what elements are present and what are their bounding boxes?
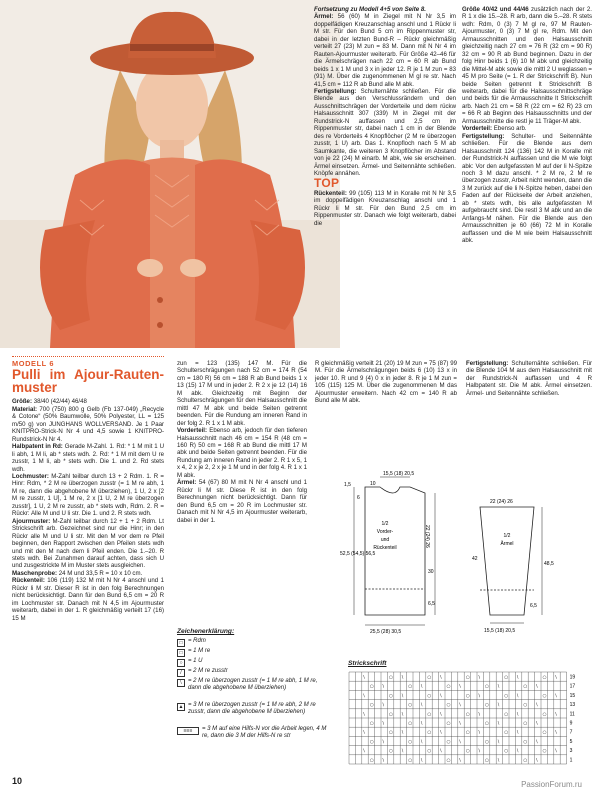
chart-symbol: \ [401, 749, 404, 755]
chart-symbol: \ [363, 712, 365, 718]
chart-symbol: ○ [427, 675, 432, 681]
chart-row-number: 15 [569, 692, 576, 699]
label-rueckenteil-top: Rückenteil: [314, 189, 347, 197]
schema-lower: 30 [428, 569, 434, 575]
chart-symbol: ○ [427, 693, 432, 699]
label-lochmuster: Lochmuster: [12, 472, 49, 480]
chart-symbol: \ [459, 721, 461, 727]
schema-label-2: Vorder- [376, 529, 394, 535]
chart-symbol: \ [516, 693, 519, 699]
strickschrift-title: Strickschrift [348, 660, 387, 667]
legend-text: = 3 M auf eine Hilfs-N vor die Arbeit legen, 4 M re, dann die 3 M der Hilfs-N re str [202, 726, 327, 739]
chart-symbol: \ [459, 739, 461, 745]
chart-symbol: ○ [427, 730, 432, 736]
chart-row-number: 11 [569, 711, 575, 718]
chart-symbol: ○ [523, 739, 528, 745]
section-divider [12, 356, 164, 357]
model-label: MODELL 6 [12, 359, 55, 368]
chart-symbol: \ [440, 712, 442, 718]
legend-text: = Rdm [188, 638, 206, 644]
schema-label-1: 1/2 [381, 521, 389, 527]
chart-row-number: 17 [569, 683, 576, 690]
legend-item [177, 638, 206, 647]
schema-width: 25,5 (28) 30,5 [370, 629, 402, 635]
aermel-continued-text: R gleichmäßig verteilt 21 (20) 19 M zun = 75 (87) 99 M. Für die Ärmelschrägungen beids 6 (10) 13 x in jeder 10. R und 9 (4) 0 x in jeder 8. R je 1 M zun = 105 (115) 125 M. Über die zugenommenen M das Ajourmuster erweitern. Nach 42 cm = 140 R ab Bund alle M abk. [315, 360, 457, 405]
chart-symbol: ○ [504, 675, 509, 681]
chart-symbol: \ [420, 684, 423, 690]
label-aermel: Ärmel: [314, 13, 334, 21]
chart-symbol: \ [478, 675, 481, 681]
chart-symbol: ○ [427, 712, 432, 718]
chart-symbol: \ [478, 730, 481, 736]
legend-symbol: / [177, 669, 185, 677]
chart-symbol: \ [440, 693, 442, 699]
chart-symbol: \ [555, 712, 557, 718]
chart-symbol: ○ [542, 675, 547, 681]
legend-symbol: ▲ [178, 703, 184, 710]
chart-symbol: ○ [504, 749, 509, 755]
chart-symbol: ○ [408, 703, 413, 709]
label-maschenprobe: Maschenprobe: [12, 569, 58, 577]
chart-symbol: ○ [446, 739, 451, 745]
fertigstellung-top-text: Schulter- und Seitennähte schließen. Für die Blende aus dem Halsausschnitt 124 (136) 142 M in Koralle mit der Rundstrick-N auffassen und die M wie folgt abk: Vor den aufgefassten M auf der li N-Spitze noch 3 M dazu anschl. * 2 M re, 2 M re überzogen zusstr, Arbeit nicht wenden, dann die 3 M zurück auf die li N-Spitze heben, dabei den Faden auf der Rückseite der Arbeit anziehen, ab * stets wdh, bis alle aufgefassten M aufgebraucht sind. Die restl 3 M abk und an die Anfangs-M nähen. Für die Blende aus den Armausschnitten je 60 (66) 72 M in Koralle auffassen und die M wie beim Halsausschnitt abk. [462, 132, 593, 245]
chart-symbol: ○ [427, 749, 432, 755]
chart-symbol: \ [536, 739, 538, 745]
chart-symbol: \ [382, 758, 385, 764]
schema-label-3: und [380, 537, 390, 543]
schulter-text: zun = 123 (135) 147 M. Für die Schulterschrägungen nach 52 cm = 174 R (54 cm = 180 R) 56 cm = 188 R ab Bund beids 1 x 13 (15) 17 M und in jeder 2. R 2 x je 12 (14) 16 M abk. Gleichzeitig mit Beginn der Schulterschrägungen für den Halsausschnitt die mittl 47 M abk und beide Seiten getrennt beenden. Für die Rundung am inneren Rand in der folg 2. R 1 x 1 M abk. [177, 360, 307, 427]
chart-symbol: \ [536, 721, 538, 727]
chart-symbol: \ [459, 703, 461, 709]
column-model6-continued [177, 360, 307, 524]
chart-symbol: \ [401, 693, 404, 699]
chart-symbol: \ [420, 739, 423, 745]
schema-right-dims: 22 (24) 26 [424, 525, 430, 548]
continuation-heading: Fortsetzung zu Modell 4+5 von Seite 8. [314, 6, 426, 13]
model-photo [0, 0, 340, 348]
chart-symbol: \ [516, 675, 519, 681]
chart-symbol: \ [382, 684, 385, 690]
schema-label-4: Rückenteil [373, 545, 397, 551]
chart-symbol: \ [555, 693, 557, 699]
fertigstellung-model6-text: Schulternähte schließen. Für die Blende 104 M aus dem Halsausschnitt mit der Rundstrick-N auffassen und 4 R Halbpatent str. Die M abk. Ärmel einsetzen. Ärmel- und Seitennähte schließen. [466, 360, 593, 397]
chart-symbol: ○ [408, 739, 413, 745]
chart-symbol: \ [516, 749, 519, 755]
rueckenteil-top-text: 99 (105) 113 M in Koralle mit N Nr 3,5 im doppelfädigen Kreuzanschlag anschl und 1 Rückr li M str. Für den Bund 2,5 cm im Rippenmuster str. Danach wie folgt weiterarb, dabei die [314, 189, 457, 227]
chart-symbol: ○ [542, 712, 547, 718]
model-title: Pulli im Ajour-Rauten-muster [12, 367, 164, 396]
legend-text: = 1 U [188, 658, 203, 664]
chart-symbol: \ [516, 730, 519, 736]
sleeve-label-2: Ärmel [500, 541, 514, 547]
chart-symbol: \ [459, 758, 461, 764]
chart-symbol: \ [459, 684, 461, 690]
label-ajourmuster: Ajourmuster: [12, 517, 51, 525]
chart-symbol: \ [555, 675, 557, 681]
schematic-sleeve [452, 495, 552, 640]
chart-symbol: \ [497, 739, 500, 745]
chart-symbol: \ [401, 712, 404, 718]
aermel-model6-text: 54 (67) 80 M mit N Nr 4 anschl und 1 Rückr li M str. Diese R ist in den folg Berechnungen nicht berücksichtigt. Dann für den Bund 6,5 cm = 20 R im Lochmuster str. Danach mit N Nr 4,5 im Ajourmuster weiterarb, dabei in der 1. [177, 479, 307, 524]
chart-row-number: 19 [569, 674, 576, 681]
chart-row-number: 7 [569, 729, 573, 736]
chart-symbol: ○ [369, 758, 374, 764]
chart-symbol: ○ [504, 693, 509, 699]
chart-symbol: \ [401, 675, 404, 681]
chart-symbol: \ [420, 758, 423, 764]
chart-symbol: ○ [484, 703, 489, 709]
chart-symbol: ○ [446, 703, 451, 709]
label-vorderteil-top: Vorderteil: [462, 125, 493, 133]
chart-symbol: \ [536, 703, 538, 709]
chart-symbol: ○ [465, 675, 470, 681]
sleeve-bund: 6,5 [530, 603, 537, 609]
chart-symbol: ○ [504, 712, 509, 718]
sleeve-height-total: 48,5 [544, 561, 554, 567]
legend-symbol: \ [177, 679, 185, 687]
schematic-body [340, 465, 450, 640]
chart-symbol: \ [555, 730, 557, 736]
chart-row-number: 3 [569, 748, 573, 755]
column-fertigstellung [466, 360, 592, 397]
chart-symbol: \ [516, 712, 519, 718]
chart-symbol: ○ [446, 684, 451, 690]
chart-symbol: ○ [388, 675, 393, 681]
chart-symbol: ○ [523, 721, 528, 727]
column-sleeve-continued [315, 360, 457, 405]
legend-symbol: ○ [177, 659, 185, 667]
legend-text: = 1 M re [188, 648, 211, 654]
chart-symbol: ○ [484, 721, 489, 727]
chart-symbol: ○ [465, 712, 470, 718]
chart-symbol: ○ [369, 703, 374, 709]
size-heading: Größe 40/42 und 44/46 [462, 6, 529, 13]
chart-symbol: ○ [523, 758, 528, 764]
strickschrift-chart [345, 668, 595, 773]
chart-row-number: 5 [569, 738, 573, 745]
chart-symbol: ○ [388, 712, 393, 718]
chart-symbol: \ [497, 703, 500, 709]
chart-symbol: \ [382, 721, 385, 727]
column-top-continued [462, 6, 592, 245]
legend-symbol: □ [177, 639, 185, 647]
chart-symbol: \ [536, 684, 538, 690]
chart-symbol: \ [420, 721, 423, 727]
chart-symbol: ○ [484, 684, 489, 690]
page-number: 10 [12, 776, 23, 786]
chart-symbol: \ [382, 703, 385, 709]
schema-bund: 6,5 [428, 601, 435, 607]
vorderteil-top-text: Ebenso arb. [493, 125, 527, 133]
ajourmuster-text: M-Zahl teilbar durch 12 + 1 + 2 Rdm. Lt Strickschrift arb. Gezeichnet sind nur die Hinr; in den Rückr alle M und U li str. Mit den M vor dem re Pfeil beginnen, den Rapport zwischen den Pfeilen stets wdh und mit den M nach dem li Pfeil enden. Die 1.–20. R stets wdh. Bei Zunahmen darauf achten, dass sich U und zusgestrickte M im Muster stets ausgleichen. [12, 517, 164, 570]
label-fertigstellung-model6: Fertigstellung: [466, 360, 509, 367]
chart-symbol: ○ [408, 684, 413, 690]
rueckenteil-text: 106 (119) 132 M mit N Nr 4 anschl und 1 Rückr li M str. Dieser R ist in den folg Berechnungen nicht berücksichtigt. Dann für den Bund 6,5 cm = 20 R im Lochmuster str. Danach mit N 4,5 im Ajourmuster weiterarb, dabei in der 1. R gleichmäßig verteilt 17 (16) 15 M [12, 577, 164, 622]
chart-symbol: ○ [388, 749, 393, 755]
chart-symbol: \ [478, 712, 481, 718]
chart-symbol: ○ [465, 693, 470, 699]
label-groesse: Größe: [12, 398, 32, 406]
schema-height: 52,5 (54,5) 56,5 [340, 551, 376, 557]
chart-symbol: ○ [465, 749, 470, 755]
chart-symbol: ○ [504, 730, 509, 736]
material-text: 700 (750) 800 g Gelb (Fb 137-049) „Recycle & Cotone“ (50% Baumwolle, 50% Polyester, LL = 125 m/50 g) von JUNGHANS WOLLVERSAND. Je 1 Paar KNITPRO-Strick-N Nr 4 und 4,5 sowie 1 KNITPRO-Rundstrick-N Nr 4. [12, 405, 164, 443]
legend-text: = 3 M re überzogen zusstr (= 1 M re abh, 2 M re zusstr, dann die abgehobene M überziehen) [188, 702, 316, 715]
chart-symbol: ○ [484, 758, 489, 764]
legend-item [177, 678, 327, 692]
chart-symbol: ○ [542, 749, 547, 755]
sleeve-top: 22 (24) 26 [490, 499, 513, 505]
chart-symbol: ○ [408, 758, 413, 764]
column-model6 [12, 360, 164, 622]
label-fertigstellung: Fertigstellung: [314, 87, 357, 95]
chart-symbol: \ [478, 749, 481, 755]
chart-row-number: 13 [569, 702, 576, 709]
schema-neck-drop: 6 [357, 495, 360, 501]
chart-row-number: 1 [569, 757, 573, 764]
schema-left-small: 1,5 [344, 482, 351, 488]
legend-text: = 2 M re überzogen zusstr (= 1 M re abh, 1 M re, dann die abgehobene M überziehen) [188, 678, 318, 691]
schema-shoulder: 10 [370, 481, 376, 487]
aermel-text: 56 (60) M in Ziegel mit N Nr 3,5 im doppelfädigen Kreuzanschlag anschl und 1 Rückr li M str. Für den Bund 5 cm im Rippenmuster str, dabei in der letzten Bund-R – Rückr gleichmäßig verteilt 27 (23) M zun = 83 M. Dann mit N Nr 4 im Rauten-Ajourmuster weiterarb. Für Größe 42–46 für die Ärmelschrägen nach 22 cm = 60 R ab Bund beids 1 x 1 M und 3 x in jeder 12. R je 1 M zun = 83 (91) M. Über die zugenommenen M gl re str. Nach 41,5 cm = 112 R ab Bund alle M abk. [314, 13, 456, 88]
chart-symbol: \ [363, 730, 365, 736]
label-aermel-model6: Ärmel: [177, 479, 197, 487]
chart-symbol: ○ [408, 721, 413, 727]
chart-symbol: ○ [388, 693, 393, 699]
legend-item [177, 648, 210, 657]
chart-symbol: \ [497, 684, 500, 690]
halbpatent-text: Gerade M-Zahl. 1. Rd: * 1 M mit 1 U li abh, 1 M li, ab * stets wdh. 2. Rd: * 1 M mit dem U re zusstr, 1 M li, ab * stets wdh. Die 1. und 2. Rd stets wdh. [12, 443, 164, 473]
label-halbpatent: Halbpatent in Rd: [12, 443, 63, 451]
schema-top-dims: 15,5 (18) 20,5 [383, 471, 415, 477]
legend-item [177, 658, 203, 667]
chart-symbol: \ [497, 758, 500, 764]
legend-text: = 2 M re zusstr [188, 668, 228, 674]
chart-symbol: ○ [446, 721, 451, 727]
chart-symbol: ○ [542, 730, 547, 736]
legend-item [177, 726, 327, 740]
chart-symbol: ○ [446, 758, 451, 764]
size-text: zusätzlich nach der 2. R 1 x die 15.–28. R arb, dann die 5.–28. R stets wdh: Rdm, 0 (3) 7 M gl re, 97 M Rauten-Ajourmuster, 0 (3) 7 M gl re, Rdm. Mit den Armausschnitten und den Halsausschnitt gleichzeitig nach 27 cm = 76 R (32 cm = 90 R) 32 cm = 90 R ab Bund beginnen. Dazu in der folg Hinr beids 1 (6) 10 M abk und gleichzeitig die Mittel-M abk sowie die mittl 2 U weglassen = 45 M pro Seite (= 1. R der Strickschrift B). Nun beide Seiten getrennt lt Strickschrift B weiterarb, dabei für die Halsausschnittschräge und beids für die Armausschnitte lt Strickschrift arb. Nach 21 cm = 58 R (22 cm = 62 R) 23 cm = 66 R ab Beginn des Halsausschnitts und der Armausschnitte die restl je 11 Träger-M abk. [462, 6, 592, 125]
sleeve-bottom: 15,5 (18) 20,5 [484, 628, 516, 634]
chart-symbol: \ [440, 675, 442, 681]
chart-symbol: ○ [369, 684, 374, 690]
column-continuation [314, 6, 456, 227]
legend-title: Zeichenerklärung: [177, 628, 235, 635]
legend-symbol: ≡≡≡ [177, 727, 199, 735]
maschenprobe-text: 24 M und 33,5 R = 10 x 10 cm. [58, 569, 143, 577]
chart-symbol: ○ [542, 693, 547, 699]
chart-symbol: ○ [388, 730, 393, 736]
chart-symbol: \ [478, 693, 481, 699]
chart-symbol: \ [440, 730, 442, 736]
legend-symbol: □ [177, 649, 185, 657]
chart-symbol: \ [555, 749, 557, 755]
lochmuster-text: M-Zahl teilbar durch 13 + 2 Rdm. 1. R = Hinr: Rdm, * 2 M re überzogen zusstr (= 1 M re abh, 1 M re, dann die abgehobene M überziehen), 1 U, 2 x [2 M re zusstr, 1 U], 1 M re, 2 x [1 U, 2 M re überzogen zusstr], 1 U, 2 M re zusstr, ab * stets wdh, Rdm. 2. R = Rückr: Alle M und U li str. Die 1. und 2. R stets wdh. [12, 472, 164, 518]
top-section-title: TOP [314, 176, 340, 191]
chart-symbol: \ [363, 693, 365, 699]
legend-item [177, 668, 228, 677]
chart-symbol: \ [420, 703, 423, 709]
chart-symbol: ○ [369, 739, 374, 745]
label-material: Material: [12, 405, 38, 413]
chart-symbol: \ [401, 730, 404, 736]
chart-symbol: ○ [484, 739, 489, 745]
chart-symbol: \ [536, 758, 538, 764]
chart-symbol: ○ [465, 730, 470, 736]
chart-symbol: ○ [523, 703, 528, 709]
chart-row-number: 9 [569, 720, 573, 727]
sleeve-label-1: 1/2 [503, 533, 511, 539]
chart-symbol: ○ [523, 684, 528, 690]
watermark: PassionForum.ru [521, 780, 582, 789]
model-illustration [0, 0, 340, 348]
chart-symbol: \ [440, 749, 442, 755]
label-fertigstellung-top: Fertigstellung: [462, 132, 505, 140]
sleeve-height-inner: 42 [472, 556, 478, 562]
chart-symbol: ○ [369, 721, 374, 727]
groesse-text: 38/40 (42/44) 46/48 [33, 398, 87, 406]
vorderteil-text: Ebenso arb, jedoch für den tieferen Halsausschnitt nach 46 cm = 154 R (48 cm = 160 R) 50 cm = 168 R ab Bund die mittl 17 M abk und beide Seiten getrennt beenden. Für die Rundung am inneren Rand in jeder 2. R 1 x 5, 1 x 4, 2 x je 2, 2 x je 1 M und in der folg 4. R 1 x 1 M abk. [177, 427, 307, 479]
fertigstellung-text: Schulternähte schließen. Für die Blende aus den Verschlussrändern und den Ausschnittschrägen der Vorderteile und dem rückw Halsausschnitt 307 (339) M in Ziegel mit der Rundstrick-N auffassen und 2,5 cm im Rippenmuster str, dabei nach 1 cm in der Blende des re Vorderteils 4 Knopflöcher (2 M re überzogen zusstr, 1 U) arb. Das 1. Knopfloch nach 5 M ab Saumkante, die weiteren 3 Knopflöcher im Abstand von je 22 (24) M einarb. M abk, wie sie erscheinen. Ärmel einsetzen. Ärmel- und Seitennähte schließen. Knöpfe annähen. [314, 87, 456, 177]
label-rueckenteil: Rückenteil: [12, 577, 45, 585]
chart-symbol: \ [497, 721, 500, 727]
chart-symbol: \ [382, 739, 385, 745]
chart-symbol: \ [363, 675, 365, 681]
legend-item [177, 702, 327, 716]
label-vorderteil: Vorderteil: [177, 427, 208, 435]
chart-symbol: \ [363, 749, 365, 755]
